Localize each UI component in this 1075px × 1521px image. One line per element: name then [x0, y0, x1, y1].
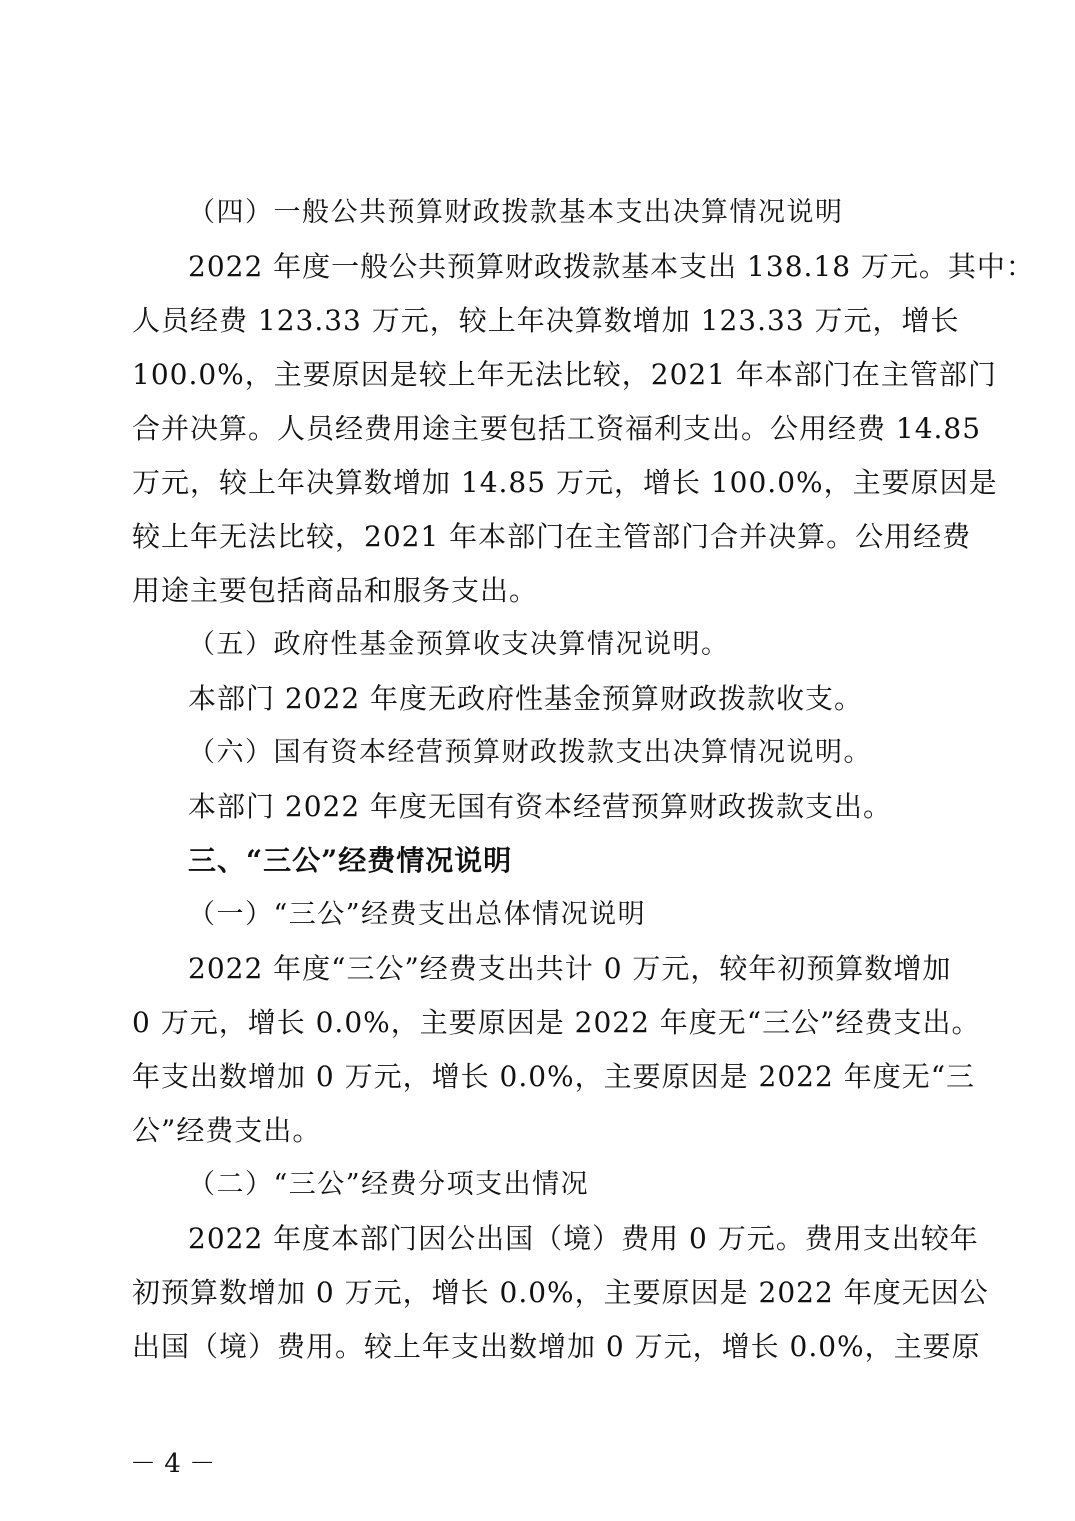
- paragraph-line: 0 万元，增长 0.0%，主要原因是 2022 年度无“三公”经费支出。: [132, 1006, 981, 1039]
- paragraph-line: 100.0%，主要原因是较上年无法比较，2021 年本部门在主管部门: [132, 358, 997, 391]
- paragraph-line: 2022 年度本部门因公出国（境）费用 0 万元。费用支出较年: [188, 1222, 979, 1255]
- section-heading-4: （四）一般公共预算财政拨款基本支出决算情况说明: [188, 197, 844, 228]
- section-heading-2: （二）“三公”经费分项支出情况: [188, 1169, 590, 1200]
- paragraph-line: 出国（境）费用。较上年支出数增加 0 万元，增长 0.0%，主要原: [132, 1330, 981, 1363]
- paragraph-line: 较上年无法比较，2021 年本部门在主管部门合并决算。公用经费: [132, 520, 972, 553]
- section-heading-5: （五）政府性基金预算收支决算情况说明。: [188, 629, 730, 660]
- paragraph-line: 2022 年度一般公共预算财政拨款基本支出 138.18 万元。其中：: [188, 250, 1035, 283]
- paragraph-line: 用途主要包括商品和服务支出。: [132, 574, 539, 607]
- paragraph-line: 人员经费 123.33 万元，较上年决算数增加 123.33 万元，增长: [132, 304, 960, 337]
- section-heading-1: （一）“三公”经费支出总体情况说明: [188, 899, 647, 930]
- paragraph-line: 2022 年度“三公”经费支出共计 0 万元，较年初预算数增加: [188, 952, 952, 985]
- paragraph-line: 公”经费支出。: [132, 1114, 322, 1147]
- section-heading-6: （六）国有资本经营预算财政拨款支出决算情况说明。: [188, 737, 872, 768]
- paragraph-line: 合并决算。人员经费用途主要包括工资福利支出。公用经费 14.85: [132, 412, 982, 445]
- paragraph-line: 年支出数增加 0 万元，增长 0.0%，主要原因是 2022 年度无“三: [132, 1060, 976, 1093]
- paragraph-line: 本部门 2022 年度无政府性基金预算财政拨款收支。: [188, 682, 864, 715]
- page-number: － 4 －: [130, 1449, 216, 1479]
- paragraph-line: 万元，较上年决算数增加 14.85 万元，增长 100.0%，主要原因是: [132, 466, 998, 499]
- paragraph-line: 初预算数增加 0 万元，增长 0.0%，主要原因是 2022 年度无因公: [132, 1276, 989, 1309]
- chapter-heading-3: 三、“三公”经费情况说明: [188, 844, 513, 877]
- paragraph-line: 本部门 2022 年度无国有资本经营预算财政拨款支出。: [188, 790, 893, 823]
